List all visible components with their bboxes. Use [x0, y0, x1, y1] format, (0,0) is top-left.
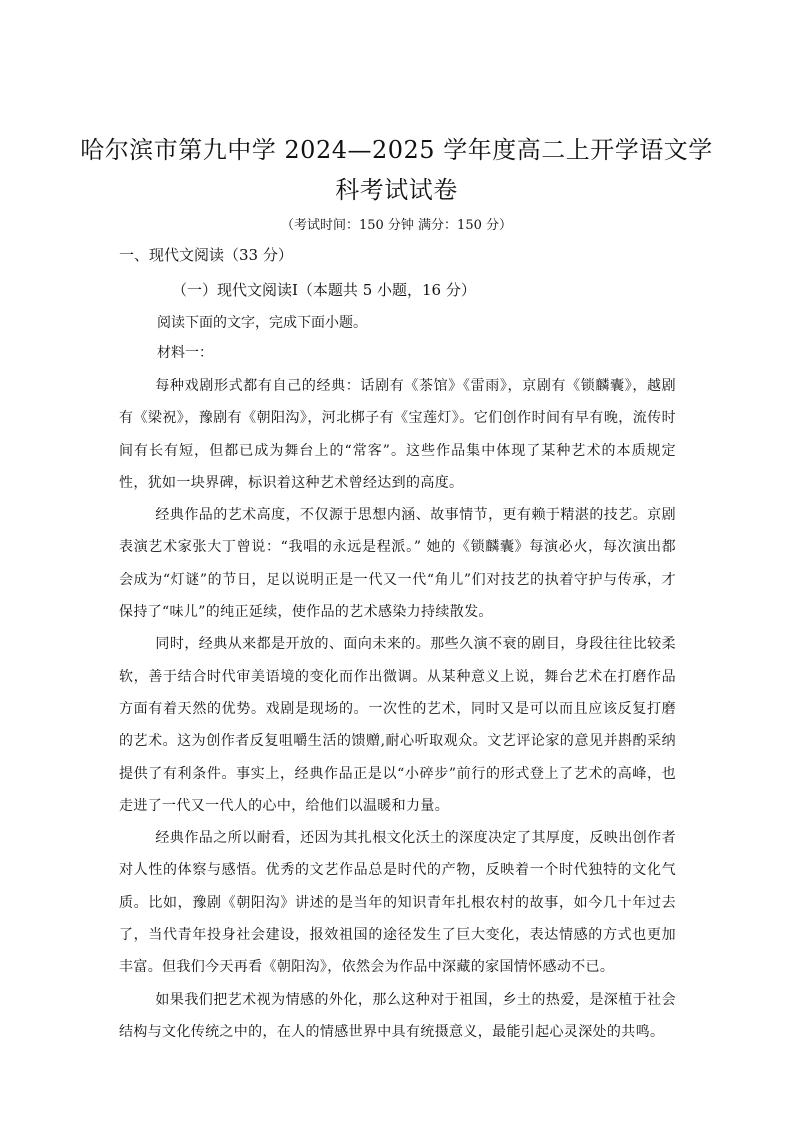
subsection-heading: （一）现代文阅读Ⅰ（本题共 5 小题，16 分） [172, 281, 476, 299]
passage-paragraph-1: 每种戏剧形式都有自己的经典：话剧有《茶馆》《雷雨》，京剧有《锁麟囊》，越剧有《梁祝》，豫剧有《朝阳沟》，河北梆子有《宝莲灯》。它们创作时间有早有晚，流传时间有长有短，但都已成为舞台上的“常客”。这些作品集中体现了某种艺术的本质规定性，犹如一块界碑，标识着这种艺术曾经达到的高度。 [119, 378, 676, 491]
section-heading: 一、现代文阅读（33 分） [119, 246, 293, 264]
passage-paragraph-2: 经典作品的艺术高度，不仅源于思想内涵、故事情节，更有赖于精湛的技艺。京剧表演艺术家张大丁曾说：“我唱的永远是程派。” 她的《锁麟囊》每演必火，每次演出都会成为“灯谜”的节日，足以说明正是一代又一代“角儿”们对技艺的执着守护与传承，才保持了“味儿”的纯正延续，使作品的艺术感染力持续散发。 [119, 507, 676, 621]
exam-title-line-2: 科考试试卷 [335, 176, 458, 204]
reading-instruction: 阅读下面的文字，完成下面小题。 [157, 315, 367, 331]
exam-time-and-score: （考试时间：150 分钟 满分：150 分） [280, 218, 513, 233]
passage-paragraph-4: 经典作品之所以耐看，还因为其扎根文化沃土的深度决定了其厚度，反映出创作者对人性的体察与感悟。优秀的文艺作品总是时代的产物，反映着一个时代独特的文化气质。比如，豫剧《朝阳沟》讲述的是当年的知识青年扎根农村的故事，如今几十年过去了，当代青年投身社会建设，报效祖国的途径发生了巨大变化，表达情感的方式也更加丰富。但我们今天再看《朝阳沟》，依然会为作品中深藏的家国情怀感动不已。 [119, 830, 676, 976]
material-label: 材料一： [157, 345, 213, 361]
exam-title-line-1: 哈尔滨市第九中学 2024—2025 学年度高二上开学语文学 [80, 136, 713, 164]
passage-paragraph-5: 如果我们把艺术视为情感的外化，那么这种对于祖国，乡土的热爱，是深植于社会结构与文化传统之中的，在人的情感世界中具有统摄意义，最能引起心灵深处的共鸣。 [119, 991, 676, 1040]
passage-body [119, 370, 676, 1048]
passage-paragraph-3: 同时，经典从来都是开放的、面向未来的。那些久演不衰的剧目，身段往往比较柔软，善于结合时代审美语境的变化而作出微调。从某种意义上说，舞台艺术在打磨作品方面有着天然的优势。戏剧是现场的。一次性的艺术，同时又是可以而且应该反复打磨的艺术。这为创作者反复咀嚼生活的馈赠,耐心听取观众。文艺评论家的意见并斟酌采纳提供了有利条件。事实上，经典作品正是以“小碎步”前行的形式登上了艺术的高峰，也走进了一代又一代人的心中，给他们以温暖和力量。 [119, 636, 676, 814]
